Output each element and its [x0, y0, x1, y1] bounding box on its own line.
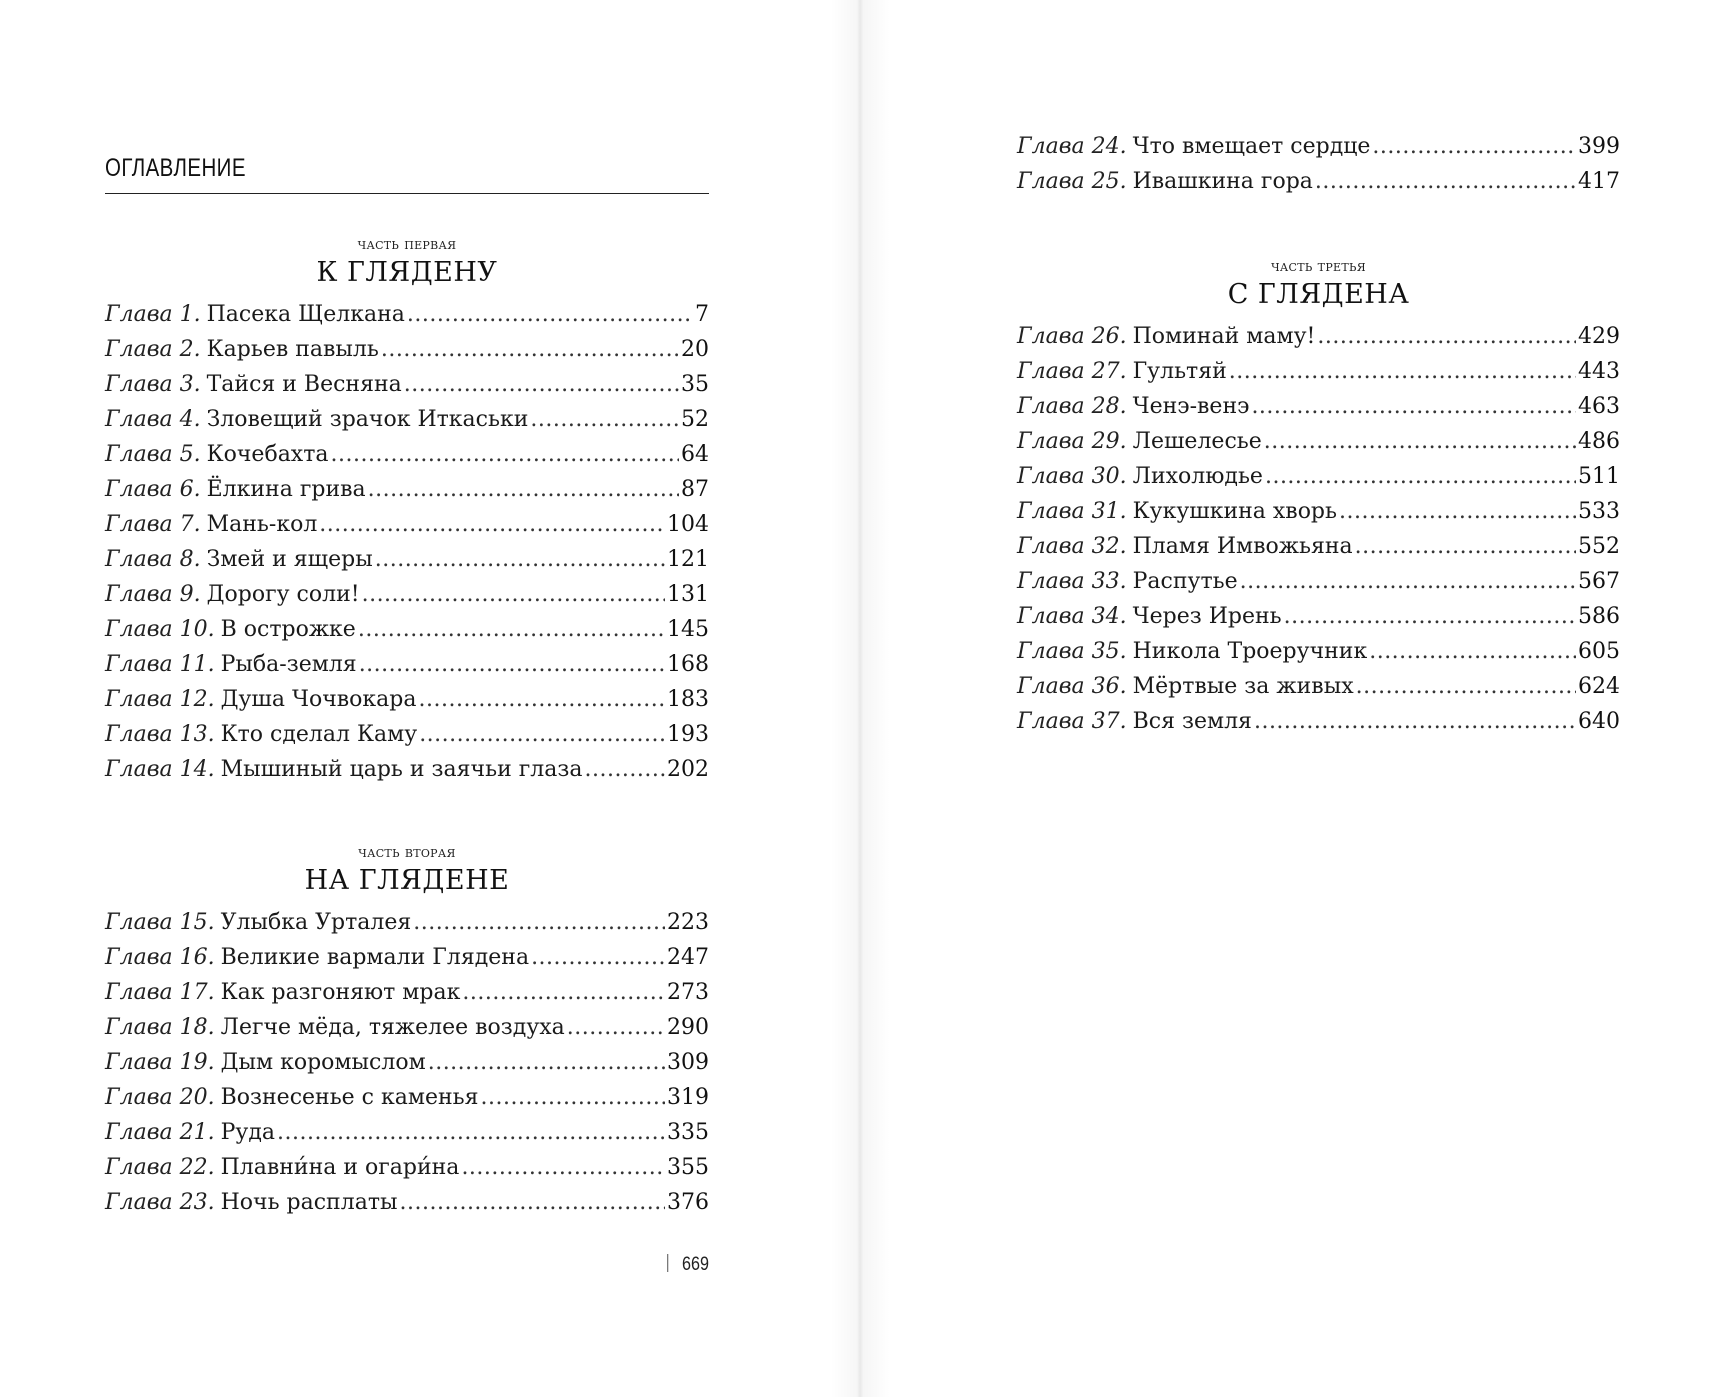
chapter-page: 443	[1578, 359, 1620, 384]
chapter-number: Глава 24.	[1017, 134, 1127, 159]
toc-entry	[1017, 169, 1620, 204]
chapter-page: 640	[1578, 709, 1620, 734]
chapter-page: 52	[681, 407, 709, 432]
chapter-number: Глава 28.	[1017, 394, 1127, 419]
dot-leader	[331, 442, 679, 467]
chapter-page: 273	[667, 980, 709, 1005]
chapter-title: Кочебахта	[206, 442, 329, 467]
chapter-page: 319	[667, 1085, 709, 1110]
chapter-number: Глава 30.	[1017, 464, 1127, 489]
dot-leader	[1372, 134, 1576, 159]
dot-leader	[1315, 169, 1576, 194]
chapter-page: 399	[1578, 134, 1620, 159]
chapter-number: Глава 4.	[105, 407, 201, 432]
chapter-number: Глава 13.	[105, 722, 215, 747]
chapter-number: Глава 27.	[1017, 359, 1127, 384]
chapter-number: Глава 6.	[105, 477, 201, 502]
chapter-page: 145	[667, 617, 709, 642]
chapter-title: Распутье	[1132, 569, 1238, 594]
chapter-number: Глава 18.	[105, 1015, 215, 1040]
chapter-page: 567	[1578, 569, 1620, 594]
chapter-number: Глава 23.	[105, 1190, 215, 1215]
chapter-page: 223	[667, 910, 709, 935]
part-label: часть третья	[1271, 257, 1366, 275]
chapter-page: 202	[667, 757, 709, 782]
chapter-page: 87	[681, 477, 709, 502]
chapter-number: Глава 19.	[105, 1050, 215, 1075]
page-number-value: 669	[682, 1254, 709, 1275]
chapter-number: Глава 10.	[105, 617, 215, 642]
chapter-title: Ночь расплаты	[220, 1190, 398, 1215]
chapter-number: Глава 31.	[1017, 499, 1127, 524]
chapter-page: 417	[1578, 169, 1620, 194]
toc-entry	[105, 582, 709, 617]
toc-entry	[1017, 534, 1620, 569]
chapter-title: Улыбка Урталея	[220, 910, 412, 935]
chapter-number: Глава 36.	[1017, 674, 1127, 699]
chapter-number: Глава 22.	[105, 1155, 215, 1180]
chapter-number: Глава 16.	[105, 945, 215, 970]
toc-list-part-2	[105, 910, 709, 1225]
chapter-title: Змей и ящеры	[206, 547, 373, 572]
part-title: К ГЛЯДЕНУ	[316, 257, 498, 288]
part-heading-3	[1017, 257, 1620, 310]
dot-leader	[531, 945, 665, 970]
chapter-page: 121	[667, 547, 709, 572]
chapter-number: Глава 17.	[105, 980, 215, 1005]
chapter-title: Душа Чочвокара	[220, 687, 417, 712]
chapter-title: Лихолюдье	[1132, 464, 1263, 489]
dot-leader	[418, 687, 665, 712]
chapter-title: Мёртвые за живых	[1132, 674, 1354, 699]
toc-entry	[105, 407, 709, 442]
toc-entry	[105, 337, 709, 372]
dot-leader	[277, 1120, 665, 1145]
chapter-title: Как разгоняют мрак	[220, 980, 461, 1005]
chapter-title: Кто сделал Каму	[220, 722, 418, 747]
toc-entry	[105, 1085, 709, 1120]
toc-entry	[1017, 324, 1620, 359]
part-heading-2	[105, 843, 709, 896]
toc-entry	[105, 372, 709, 407]
toc-entry	[105, 652, 709, 687]
dot-leader	[407, 302, 693, 327]
chapter-title: Пасека Щелкана	[206, 302, 405, 327]
dot-leader	[1229, 359, 1576, 384]
chapter-number: Глава 5.	[105, 442, 201, 467]
part-title: НА ГЛЯДЕНЕ	[304, 865, 510, 896]
chapter-title: Легче мёда, тяжелее воздуха	[220, 1015, 565, 1040]
chapter-page: 104	[667, 512, 709, 537]
chapter-page: 486	[1578, 429, 1620, 454]
part-title: С ГЛЯДЕНА	[1227, 279, 1410, 310]
chapter-number: Глава 25.	[1017, 169, 1127, 194]
toc-list-part-1	[105, 302, 709, 792]
dot-leader	[1355, 534, 1576, 559]
dot-leader	[1240, 569, 1576, 594]
dot-leader	[375, 547, 665, 572]
chapter-title: Никола Троеручник	[1132, 639, 1368, 664]
chapter-number: Глава 32.	[1017, 534, 1127, 559]
chapter-page: 35	[681, 372, 709, 397]
chapter-title: Пламя Имвожьяна	[1132, 534, 1353, 559]
dot-leader	[400, 1190, 666, 1215]
toc-list-part-3	[1017, 324, 1620, 744]
chapter-number: Глава 26.	[1017, 324, 1127, 349]
dot-leader	[1317, 324, 1576, 349]
chapter-title: Ивашкина гора	[1132, 169, 1313, 194]
toc-entry	[105, 1015, 709, 1050]
dot-leader	[362, 582, 665, 607]
chapter-number: Глава 11.	[105, 652, 215, 677]
dot-leader	[584, 757, 665, 782]
dot-leader	[1284, 604, 1576, 629]
chapter-page: 552	[1578, 534, 1620, 559]
toc-entry	[1017, 604, 1620, 639]
chapter-title: Вся земля	[1132, 709, 1252, 734]
toc-entry	[105, 757, 709, 792]
chapter-page: 605	[1578, 639, 1620, 664]
dot-leader	[530, 407, 679, 432]
chapter-page: 247	[667, 945, 709, 970]
book-gutter-shadow	[830, 0, 890, 1397]
chapter-number: Глава 12.	[105, 687, 215, 712]
chapter-number: Глава 2.	[105, 337, 201, 362]
chapter-number: Глава 7.	[105, 512, 201, 537]
dot-leader	[1264, 429, 1576, 454]
chapter-title: Дорогу соли!	[206, 582, 360, 607]
dot-leader	[319, 512, 665, 537]
toc-entry	[1017, 639, 1620, 674]
dot-leader	[1369, 639, 1576, 664]
chapter-page: 64	[681, 442, 709, 467]
chapter-title: Ченэ-венэ	[1132, 394, 1250, 419]
chapter-number: Глава 33.	[1017, 569, 1127, 594]
chapter-page: 624	[1578, 674, 1620, 699]
dot-leader	[381, 337, 679, 362]
dot-leader	[462, 980, 665, 1005]
part-label: часть вторая	[358, 843, 456, 861]
chapter-number: Глава 21.	[105, 1120, 215, 1145]
chapter-number: Глава 20.	[105, 1085, 215, 1110]
toc-entry	[105, 1190, 709, 1225]
dot-leader	[1265, 464, 1576, 489]
dot-leader	[1251, 394, 1576, 419]
chapter-number: Глава 3.	[105, 372, 201, 397]
chapter-title: Великие вармали Глядена	[220, 945, 530, 970]
chapter-title: Что вмещает сердце	[1132, 134, 1371, 159]
chapter-page: 168	[667, 652, 709, 677]
chapter-number: Глава 15.	[105, 910, 215, 935]
toc-entry	[105, 1050, 709, 1085]
toc-entry	[105, 1155, 709, 1190]
dot-leader	[419, 722, 665, 747]
chapter-title: Кукушкина хворь	[1132, 499, 1337, 524]
chapter-page: 463	[1578, 394, 1620, 419]
chapter-page: 183	[667, 687, 709, 712]
toc-entry	[1017, 464, 1620, 499]
chapter-title: Вознесенье с каменья	[220, 1085, 479, 1110]
chapter-title: Поминай маму!	[1132, 324, 1316, 349]
toc-entry	[105, 980, 709, 1015]
chapter-title: Мань-кол	[206, 512, 318, 537]
toc-entry	[105, 547, 709, 582]
toc-entry	[1017, 499, 1620, 534]
chapter-number: Глава 35.	[1017, 639, 1127, 664]
toc-entry	[1017, 674, 1620, 709]
chapter-title: Лешелесье	[1132, 429, 1262, 454]
chapter-page: 533	[1578, 499, 1620, 524]
toc-entry	[105, 302, 709, 337]
chapter-title: Руда	[220, 1120, 276, 1145]
chapter-title: Ёлкина грива	[206, 477, 366, 502]
chapter-page: 193	[667, 722, 709, 747]
part-heading-1	[105, 235, 709, 288]
chapter-page: 335	[667, 1120, 709, 1145]
chapter-title: Зловещий зрачок Иткаськи	[206, 407, 529, 432]
chapter-title: В острожке	[220, 617, 356, 642]
chapter-page: 131	[667, 582, 709, 607]
chapter-page: 7	[695, 302, 709, 327]
toc-entry	[105, 945, 709, 980]
toc-entry	[1017, 429, 1620, 464]
toc-entry	[1017, 569, 1620, 604]
toc-entry	[1017, 709, 1620, 744]
chapter-number: Глава 29.	[1017, 429, 1127, 454]
toc-entry	[1017, 394, 1620, 429]
chapter-page: 429	[1578, 324, 1620, 349]
chapter-title: Дым коромыслом	[220, 1050, 426, 1075]
chapter-page: 309	[667, 1050, 709, 1075]
chapter-number: Глава 34.	[1017, 604, 1127, 629]
chapter-number: Глава 8.	[105, 547, 201, 572]
toc-entry	[105, 477, 709, 512]
chapter-page: 290	[667, 1015, 709, 1040]
footer-bar	[667, 1254, 668, 1272]
toc-entry	[105, 617, 709, 652]
page-number	[616, 1254, 709, 1276]
chapter-number: Глава 14.	[105, 757, 215, 782]
chapter-page: 586	[1578, 604, 1620, 629]
chapter-title: Мышиный царь и заячьи глаза	[220, 757, 583, 782]
left-page	[0, 0, 860, 1397]
dot-leader	[1339, 499, 1576, 524]
page-title: ОГЛАВЛЕНИЕ	[105, 154, 246, 182]
header-divider	[105, 193, 709, 194]
dot-leader	[1254, 709, 1576, 734]
chapter-title: Плавни́на и огари́на	[220, 1155, 460, 1180]
dot-leader	[1356, 674, 1576, 699]
toc-entry	[105, 687, 709, 722]
chapter-title: Рыба-земля	[220, 652, 357, 677]
dot-leader	[368, 477, 679, 502]
chapter-page: 355	[667, 1155, 709, 1180]
toc-list-part-2-continued	[1017, 134, 1620, 204]
chapter-number: Глава 1.	[105, 302, 201, 327]
chapter-title: Карьев павыль	[206, 337, 379, 362]
chapter-title: Гультяй	[1132, 359, 1227, 384]
chapter-number: Глава 37.	[1017, 709, 1127, 734]
part-label: часть первая	[357, 235, 457, 253]
toc-entry	[1017, 134, 1620, 169]
dot-leader	[359, 652, 665, 677]
dot-leader	[567, 1015, 665, 1040]
dot-leader	[428, 1050, 665, 1075]
chapter-page: 20	[681, 337, 709, 362]
chapter-title: Через Ирень	[1132, 604, 1282, 629]
dot-leader	[461, 1155, 665, 1180]
toc-entry	[1017, 359, 1620, 394]
dot-leader	[358, 617, 665, 642]
chapter-page: 511	[1578, 464, 1620, 489]
toc-entry	[105, 442, 709, 477]
toc-entry	[105, 1120, 709, 1155]
dot-leader	[404, 372, 679, 397]
dot-leader	[413, 910, 665, 935]
toc-entry	[105, 910, 709, 945]
toc-entry	[105, 512, 709, 547]
chapter-page: 376	[667, 1190, 709, 1215]
right-page	[860, 0, 1727, 1397]
toc-entry	[105, 722, 709, 757]
dot-leader	[481, 1085, 665, 1110]
chapter-title: Тайся и Весняна	[206, 372, 402, 397]
chapter-number: Глава 9.	[105, 582, 201, 607]
